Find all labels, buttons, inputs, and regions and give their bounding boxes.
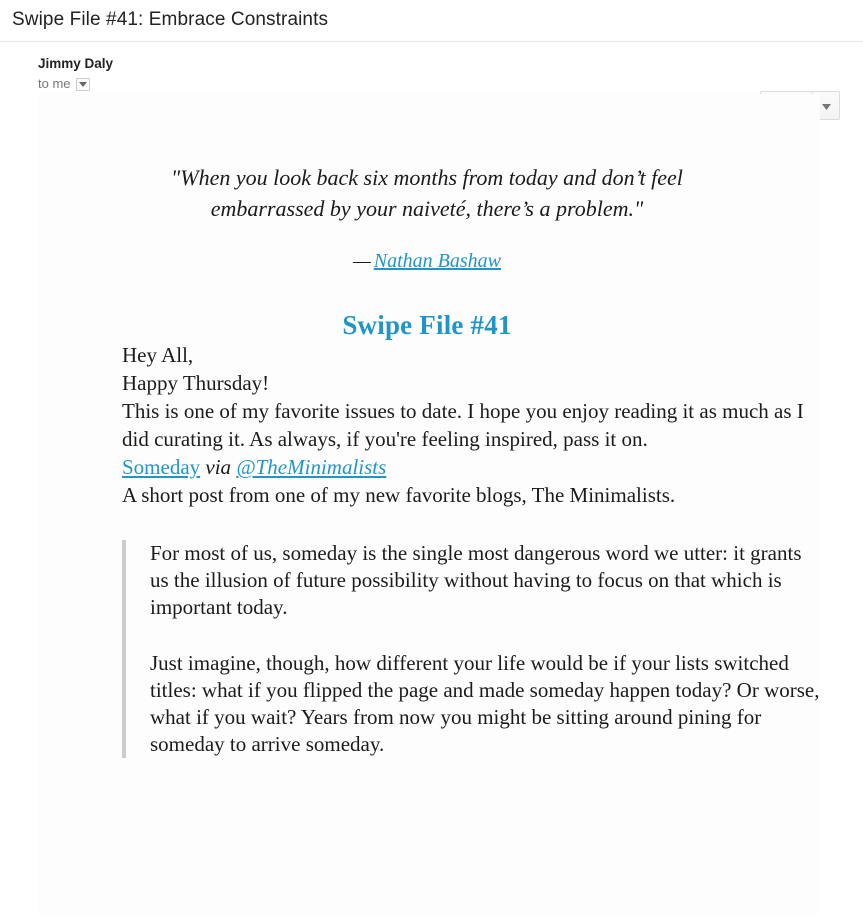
recipient-line bbox=[38, 76, 863, 92]
link-line bbox=[122, 453, 820, 481]
blockquote-paragraph: For most of us, someday is the single most dangerous word we utter: it grants us the illusion of future possibility without having to focus on that which is important today. bbox=[150, 541, 802, 619]
salutation-paragraph: Happy Thursday! bbox=[122, 371, 270, 395]
em-dash: — bbox=[352, 250, 371, 272]
link-description: A short post from one of my new favorite blogs, The Minimalists. bbox=[122, 483, 676, 507]
page-title: Swipe File #41: Embrace Constraints bbox=[12, 9, 329, 30]
subject-bar bbox=[0, 0, 863, 42]
blockquote bbox=[122, 540, 820, 758]
via-label: via bbox=[205, 455, 232, 479]
quote-author-link[interactable]: Nathan Bashaw bbox=[373, 250, 502, 272]
someday-link[interactable]: Someday bbox=[122, 455, 201, 479]
pull-quote: "When you look back six months from today and don’t feel embarrassed by your naiveté, there’s a problem." bbox=[171, 165, 683, 221]
issue-heading: Swipe File #41 bbox=[342, 310, 512, 340]
email-content bbox=[38, 162, 820, 758]
intro-paragraph: This is one of my favorite issues to date. I hope you enjoy reading it as much as I did curating it. As always, if you're feeling inspired, pass it on. bbox=[122, 399, 804, 451]
chevron-down-icon bbox=[822, 97, 831, 115]
greeting-paragraph: Hey All, bbox=[122, 343, 194, 367]
message-header bbox=[0, 42, 863, 94]
message-body-panel bbox=[38, 94, 820, 914]
quote-attribution bbox=[122, 250, 820, 273]
sender-name: Jimmy Daly bbox=[38, 56, 114, 71]
chevron-down-icon[interactable] bbox=[76, 78, 90, 91]
source-link[interactable]: @TheMinimalists bbox=[236, 455, 387, 479]
blockquote-paragraph: Just imagine, though, how different your life would be if your lists switched titles: what if you flipped the page and made someday happen today? Or worse, what if you wait? Years from now you might be sitting around pining for someday to arrive someday. bbox=[150, 651, 820, 756]
recipient-label: to me bbox=[38, 76, 71, 91]
